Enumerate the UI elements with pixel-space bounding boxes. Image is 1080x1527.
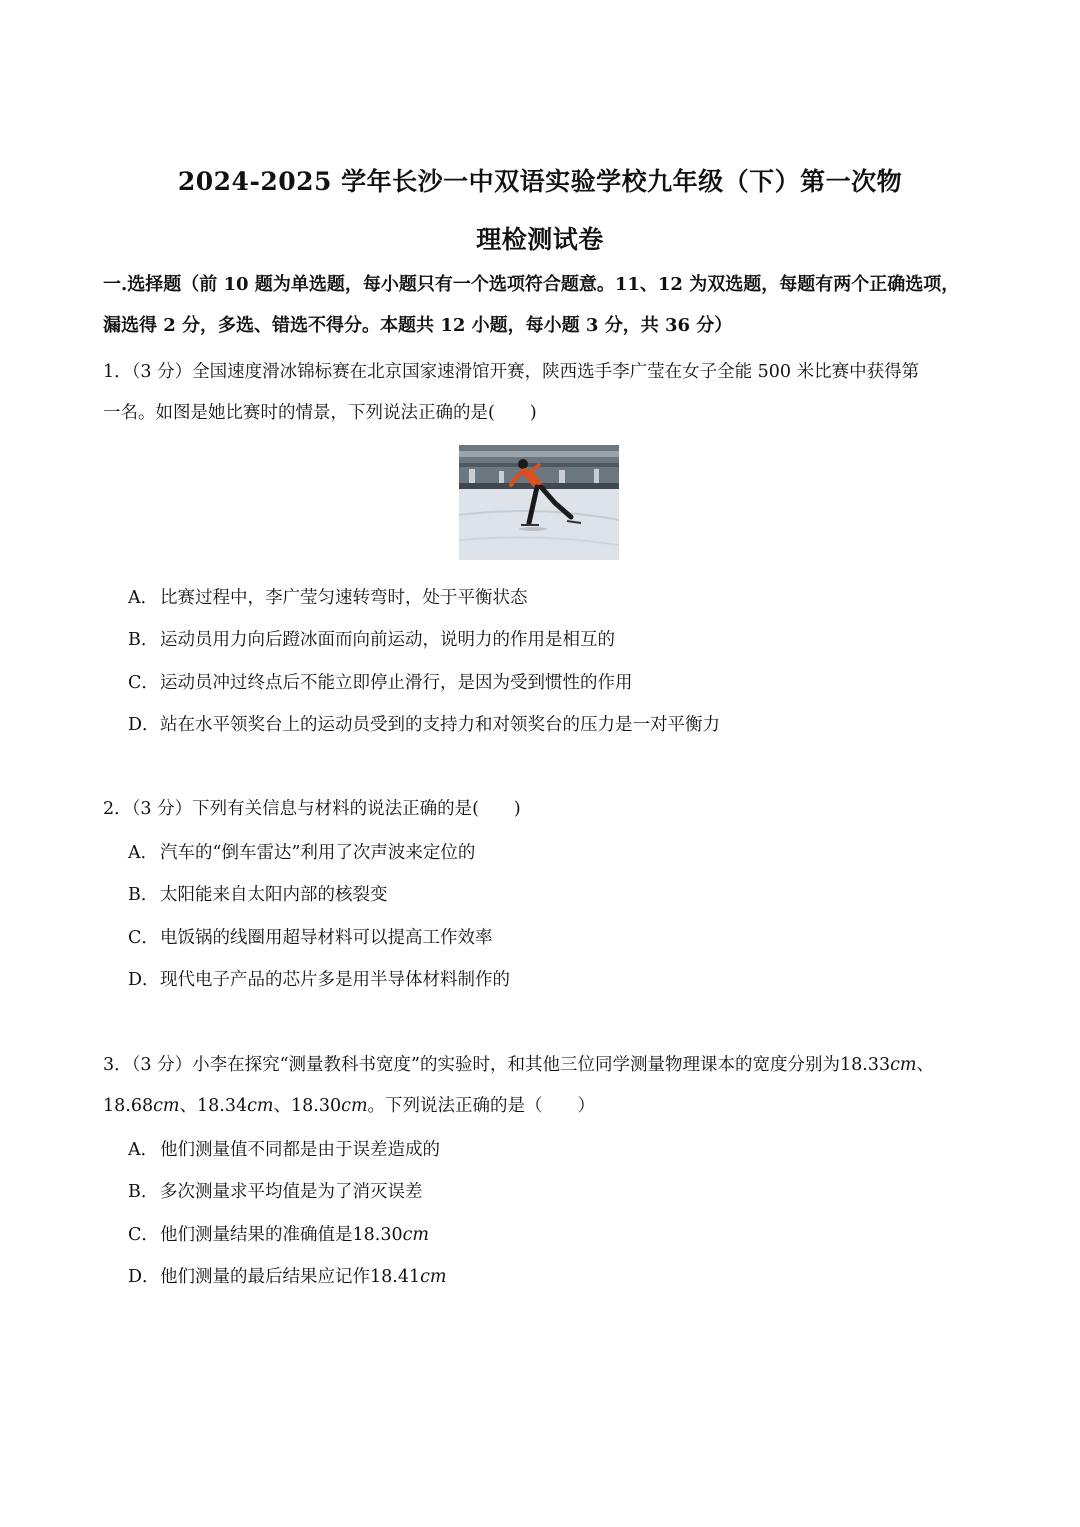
option-label: A． [128, 1140, 159, 1160]
unit-cm: cm [341, 1096, 368, 1116]
option-label: A． [128, 843, 159, 863]
question-3-option-d [128, 1265, 988, 1289]
question-2-option-a [128, 841, 988, 865]
question-3-line-1 [103, 1045, 983, 1086]
option-text: 汽车的“倒车雷达”利用了次声波来定位的 [160, 843, 476, 863]
question-1-option-d [128, 713, 988, 737]
separator: 、 [916, 1055, 934, 1075]
question-2-option-c [128, 926, 988, 950]
option-text: 太阳能来自太阳内部的核裂变 [160, 885, 388, 905]
question-2-option-d [128, 968, 988, 992]
question-3-option-b [128, 1180, 988, 1204]
section-heading [103, 264, 983, 346]
question-2-line-1: 2．（3 分）下列有关信息与材料的说法正确的是( ) [103, 799, 521, 819]
section-heading-line-2: 漏选得 2 分，多选、错选不得分。本题共 12 小题，每小题 3 分，共 36 分） [103, 315, 733, 336]
measurement-1: 18.33 [839, 1055, 891, 1075]
separator: 、 [273, 1096, 292, 1116]
question-3-text: 3．（3 分）小李在探究“测量教科书宽度”的实验时，和其他三位同学测量物理课本的宽度分别为 [103, 1055, 840, 1075]
question-3-option-a [128, 1138, 988, 1162]
measurement-3: 18.34 [197, 1096, 248, 1116]
question-1-stem [103, 352, 983, 434]
question-3-stem [103, 1045, 983, 1127]
option-text: 现代电子产品的芯片多是用半导体材料制作的 [160, 970, 510, 990]
option-text: 他们测量值不同都是由于误差造成的 [160, 1140, 440, 1160]
option-text: 运动员用力向后蹬冰面而向前运动，说明力的作用是相互的 [160, 630, 615, 650]
question-1-line-2: 一名。如图是她比赛时的情景，下列说法正确的是( ) [103, 403, 537, 423]
question-1-option-a [128, 586, 988, 610]
option-label: D． [128, 715, 160, 735]
option-text: 他们测量的最后结果应记作 [160, 1267, 370, 1287]
question-3-option-c [128, 1223, 988, 1247]
speed-skater-illustration [459, 445, 619, 560]
option-text: 站在水平领奖台上的运动员受到的支持力和对领奖台的压力是一对平衡力 [160, 715, 720, 735]
measurement-4: 18.30 [291, 1096, 342, 1116]
option-value: 18.41 [370, 1267, 421, 1287]
exam-title-line-2: 理检测试卷 [476, 225, 604, 254]
option-text: 他们测量结果的准确值是 [160, 1225, 353, 1245]
question-1-option-c [128, 671, 988, 695]
unit-cm: cm [402, 1225, 430, 1245]
unit-cm: cm [153, 1096, 180, 1116]
option-text: 运动员冲过终点后不能立即停止滑行，是因为受到惯性的作用 [160, 673, 633, 693]
option-label: D． [128, 1267, 160, 1287]
option-label: C． [128, 1225, 159, 1245]
question-1-line-1: 1．（3 分）全国速度滑冰锦标赛在北京国家速滑馆开赛，陕西选手李广莹在女子全能 500 米比赛中获得第 [103, 362, 920, 382]
option-text: 多次测量求平均值是为了消灭误差 [160, 1182, 423, 1202]
section-heading-line-1: 一.选择题（前 10 题为单选题，每小题只有一个选项符合题意。11、12 为双选题，每题有两个正确选项， [103, 274, 960, 295]
question-1-option-b [128, 628, 988, 652]
unit-cm: cm [890, 1055, 917, 1075]
question-2-stem [103, 789, 983, 830]
option-label: C． [128, 673, 159, 693]
option-text: 电饭锅的线圈用超导材料可以提高工作效率 [160, 928, 493, 948]
option-label: A． [128, 588, 159, 608]
unit-cm: cm [247, 1096, 274, 1116]
option-label: B． [128, 630, 159, 650]
question-2-option-b [128, 883, 988, 907]
measurement-2: 18.68 [103, 1096, 154, 1116]
option-label: D． [128, 970, 160, 990]
separator: 、 [179, 1096, 198, 1116]
question-3-line-2 [103, 1086, 983, 1127]
option-text: 比赛过程中，李广莹匀速转弯时，处于平衡状态 [160, 588, 528, 608]
option-label: C． [128, 928, 159, 948]
option-value: 18.30 [352, 1225, 403, 1245]
option-label: B． [128, 885, 159, 905]
question-3-tail: 。下列说法正确的是（ ） [367, 1096, 596, 1116]
speed-skater-photo [459, 445, 619, 560]
unit-cm: cm [420, 1267, 447, 1287]
option-label: B． [128, 1182, 159, 1202]
exam-title-line-1: 2024-2025 学年长沙一中双语实验学校九年级（下）第一次物 [177, 167, 903, 196]
